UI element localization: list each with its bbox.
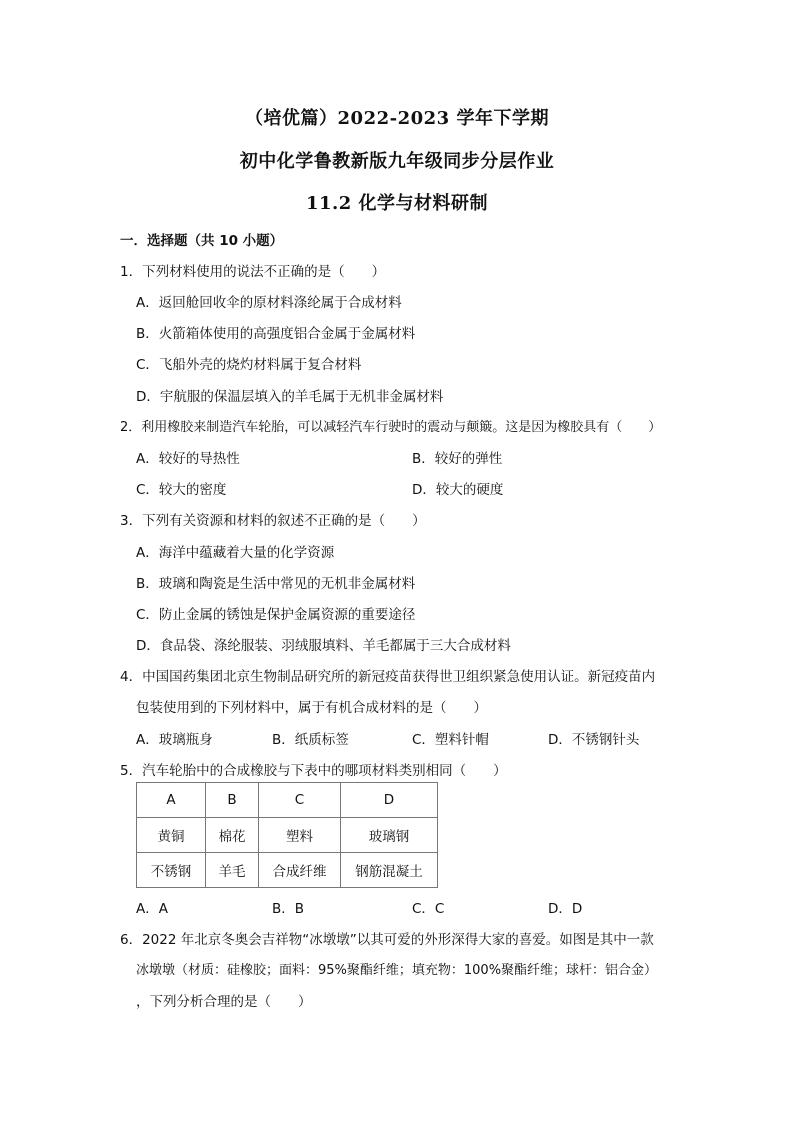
q3-option-b: B．玻璃和陶瓷是生活中常见的无机非金属材料: [136, 576, 416, 592]
materials-table: [136, 782, 438, 888]
q5-option-d: D．D: [548, 901, 583, 917]
section-heading: 一．选择题（共 10 小题）: [120, 233, 284, 249]
q2-option-a: A．较好的导热性: [136, 451, 240, 467]
q1-option-b: B．火箭箱体使用的高强度铝合金属于金属材料: [136, 326, 416, 342]
table-header-cell: B: [206, 783, 259, 818]
q5-option-a: A．A: [136, 901, 168, 917]
table-cell: 黄铜: [137, 818, 206, 853]
q6-stem-line3: ，下列分析合理的是（ ）: [136, 994, 312, 1010]
doc-title-course: 初中化学鲁教新版九年级同步分层作业: [239, 151, 555, 172]
table-row: [137, 818, 438, 853]
q4-option-d: D．不锈钢针头: [548, 732, 640, 748]
q5-option-c: C．C: [412, 901, 445, 917]
table-header-cell: A: [137, 783, 206, 818]
q3-stem: 3．下列有关资源和材料的叙述不正确的是（ ）: [120, 513, 426, 529]
doc-title-lesson: 11.2 化学与材料研制: [305, 193, 489, 214]
table-cell: 玻璃钢: [341, 818, 438, 853]
q5-option-b: B．B: [272, 901, 305, 917]
q2-option-d: D．较大的硬度: [412, 482, 504, 498]
q1-option-c: C．飞船外壳的烧灼材料属于复合材料: [136, 357, 362, 373]
table-header-cell: C: [259, 783, 341, 818]
q4-option-b: B．纸质标签: [272, 732, 349, 748]
q2-stem: 2．利用橡胶来制造汽车轮胎，可以减轻汽车行驶时的震动与颠簸。这是因为橡胶具有（ ）: [120, 420, 662, 435]
table-cell: 塑料: [259, 818, 341, 853]
q6-stem-line1: 6．2022 年北京冬奥会吉祥物“冰墩墩”以其可爱的外形深得大家的喜爱。如图是其中一款: [120, 932, 654, 948]
q3-option-c: C．防止金属的锈蚀是保护金属资源的重要途径: [136, 607, 416, 623]
q3-option-d: D．食品袋、涤纶服装、羽绒服填料、羊毛都属于三大合成材料: [136, 638, 511, 654]
q3-option-a: A．海洋中蕴藏着大量的化学资源: [136, 545, 335, 561]
table-cell: 棉花: [206, 818, 259, 853]
q1-stem: 1．下列材料使用的说法不正确的是（ ）: [120, 264, 386, 280]
table-header-row: [137, 783, 438, 818]
q4-stem-line2: 包装使用到的下列材料中，属于有机合成材料的是（ ）: [136, 700, 487, 716]
q4-option-a: A．玻璃瓶身: [136, 732, 213, 748]
table-row: [137, 853, 438, 888]
table-cell: 合成纤维: [259, 853, 341, 888]
table-cell: 钢筋混凝土: [341, 853, 438, 888]
q2-option-b: B．较好的弹性: [412, 451, 503, 467]
table-cell: 羊毛: [206, 853, 259, 888]
q4-option-c: C．塑料针帽: [412, 732, 489, 748]
table-header-cell: D: [341, 783, 438, 818]
q2-option-c: C．较大的密度: [136, 482, 227, 498]
doc-title-term: （培优篇）2022-2023 学年下学期: [245, 108, 549, 129]
q4-stem-line1: 4．中国国药集团北京生物制品研究所的新冠疫苗获得世卫组织紧急使用认证。新冠疫苗内: [120, 669, 656, 685]
q1-option-d: D．宇航服的保温层填入的羊毛属于无机非金属材料: [136, 389, 444, 405]
q1-option-a: A．返回舱回收伞的原材料涤纶属于合成材料: [136, 295, 402, 311]
q6-stem-line2: 冰墩墩（材质：硅橡胶；面料：95%聚酯纤维；填充物：100%聚酯纤维；球杆：铝合金）: [136, 963, 658, 978]
q5-stem: 5．汽车轮胎中的合成橡胶与下表中的哪项材料类别相同（ ）: [120, 763, 507, 779]
table-cell: 不锈钢: [137, 853, 206, 888]
